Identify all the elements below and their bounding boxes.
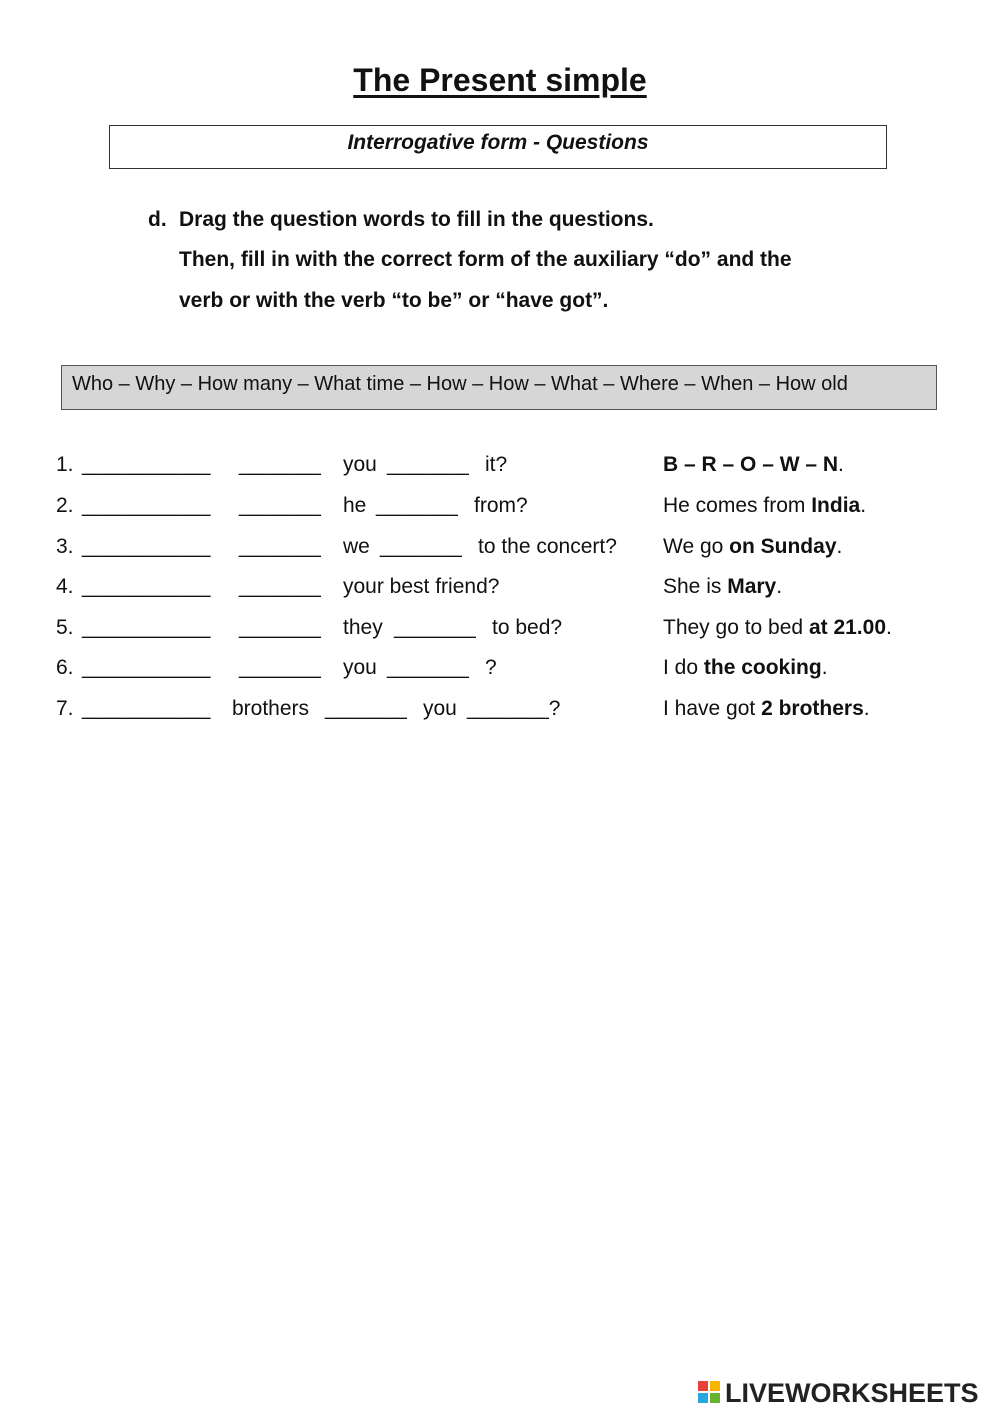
question-text: you — [423, 697, 457, 720]
question-word-blank[interactable]: ___________ — [82, 575, 211, 598]
question-number: 5. — [56, 616, 74, 639]
question-text: brothers — [232, 697, 310, 720]
answer: He comes from India. — [663, 494, 867, 517]
auxiliary-blank[interactable]: _______ — [239, 535, 321, 558]
question-word-blank[interactable]: ___________ — [82, 697, 211, 720]
question-word-blank[interactable]: ___________ — [82, 535, 211, 558]
answer: B – R – O – W – N. — [663, 453, 844, 476]
question-number: 4. — [56, 575, 74, 598]
word-bank — [61, 365, 937, 410]
logo-text: LIVEWORKSHEETS — [725, 1378, 979, 1408]
verb-blank[interactable]: _______ — [380, 535, 462, 558]
verb-blank[interactable]: _______ — [239, 575, 321, 598]
question-text: your best friend? — [343, 575, 500, 598]
question-text: from? — [474, 494, 528, 517]
question-word-blank[interactable]: ___________ — [82, 494, 211, 517]
question-word-blank[interactable]: ___________ — [82, 453, 211, 476]
page-title: The Present simple — [353, 62, 647, 98]
question-text: you — [343, 656, 377, 679]
question-number: 2. — [56, 494, 74, 517]
auxiliary-blank[interactable]: _______ — [239, 656, 321, 679]
logo-square-red — [698, 1381, 708, 1391]
verb-blank[interactable]: _______ — [376, 494, 458, 517]
question-text: to bed? — [492, 616, 563, 639]
question-text: we — [343, 535, 370, 558]
answer: They go to bed at 21.00. — [663, 616, 892, 639]
question-text: ? — [485, 656, 497, 679]
question-word-blank[interactable]: ___________ — [82, 656, 211, 679]
question-text: he — [343, 494, 367, 517]
word-bank-text[interactable]: Who – Why – How many – What time – How – How – What – Where – When – How old — [72, 373, 848, 395]
answer: I have got 2 brothers. — [663, 697, 870, 720]
verb-blank[interactable]: _______ — [394, 616, 476, 639]
verb-blank[interactable]: _______? — [467, 697, 561, 720]
auxiliary-blank[interactable]: _______ — [325, 697, 407, 720]
subtitle-box — [109, 125, 887, 169]
logo-square-green — [710, 1393, 720, 1403]
logo-square-yellow — [710, 1381, 720, 1391]
instruction-letter: d. — [148, 208, 167, 231]
liveworksheets-logo — [698, 1378, 994, 1410]
question-number: 6. — [56, 656, 74, 679]
answer: She is Mary. — [663, 575, 783, 598]
question-text: you — [343, 453, 377, 476]
question-text: it? — [485, 453, 508, 476]
instruction-line-3: verb or with the verb “to be” or “have got”. — [179, 289, 609, 312]
instruction-line-1: Drag the question words to fill in the questions. — [179, 208, 654, 231]
question-number: 7. — [56, 697, 74, 720]
liveworksheets-logo-icon — [698, 1381, 722, 1405]
logo-square-blue — [698, 1393, 708, 1403]
question-text: to the concert? — [478, 535, 617, 558]
auxiliary-blank[interactable]: _______ — [239, 453, 321, 476]
auxiliary-blank[interactable]: _______ — [239, 616, 321, 639]
answer: I do the cooking. — [663, 656, 828, 679]
question-word-blank[interactable]: ___________ — [82, 616, 211, 639]
auxiliary-blank[interactable]: _______ — [239, 494, 321, 517]
question-number: 1. — [56, 453, 74, 476]
answer: We go on Sunday. — [663, 535, 843, 558]
question-number: 3. — [56, 535, 74, 558]
question-text: they — [343, 616, 383, 639]
verb-blank[interactable]: _______ — [387, 656, 469, 679]
verb-blank[interactable]: _______ — [387, 453, 469, 476]
instruction-line-2: Then, fill in with the correct form of the auxiliary “do” and the — [179, 248, 792, 271]
subtitle: Interrogative form - Questions — [347, 131, 649, 154]
